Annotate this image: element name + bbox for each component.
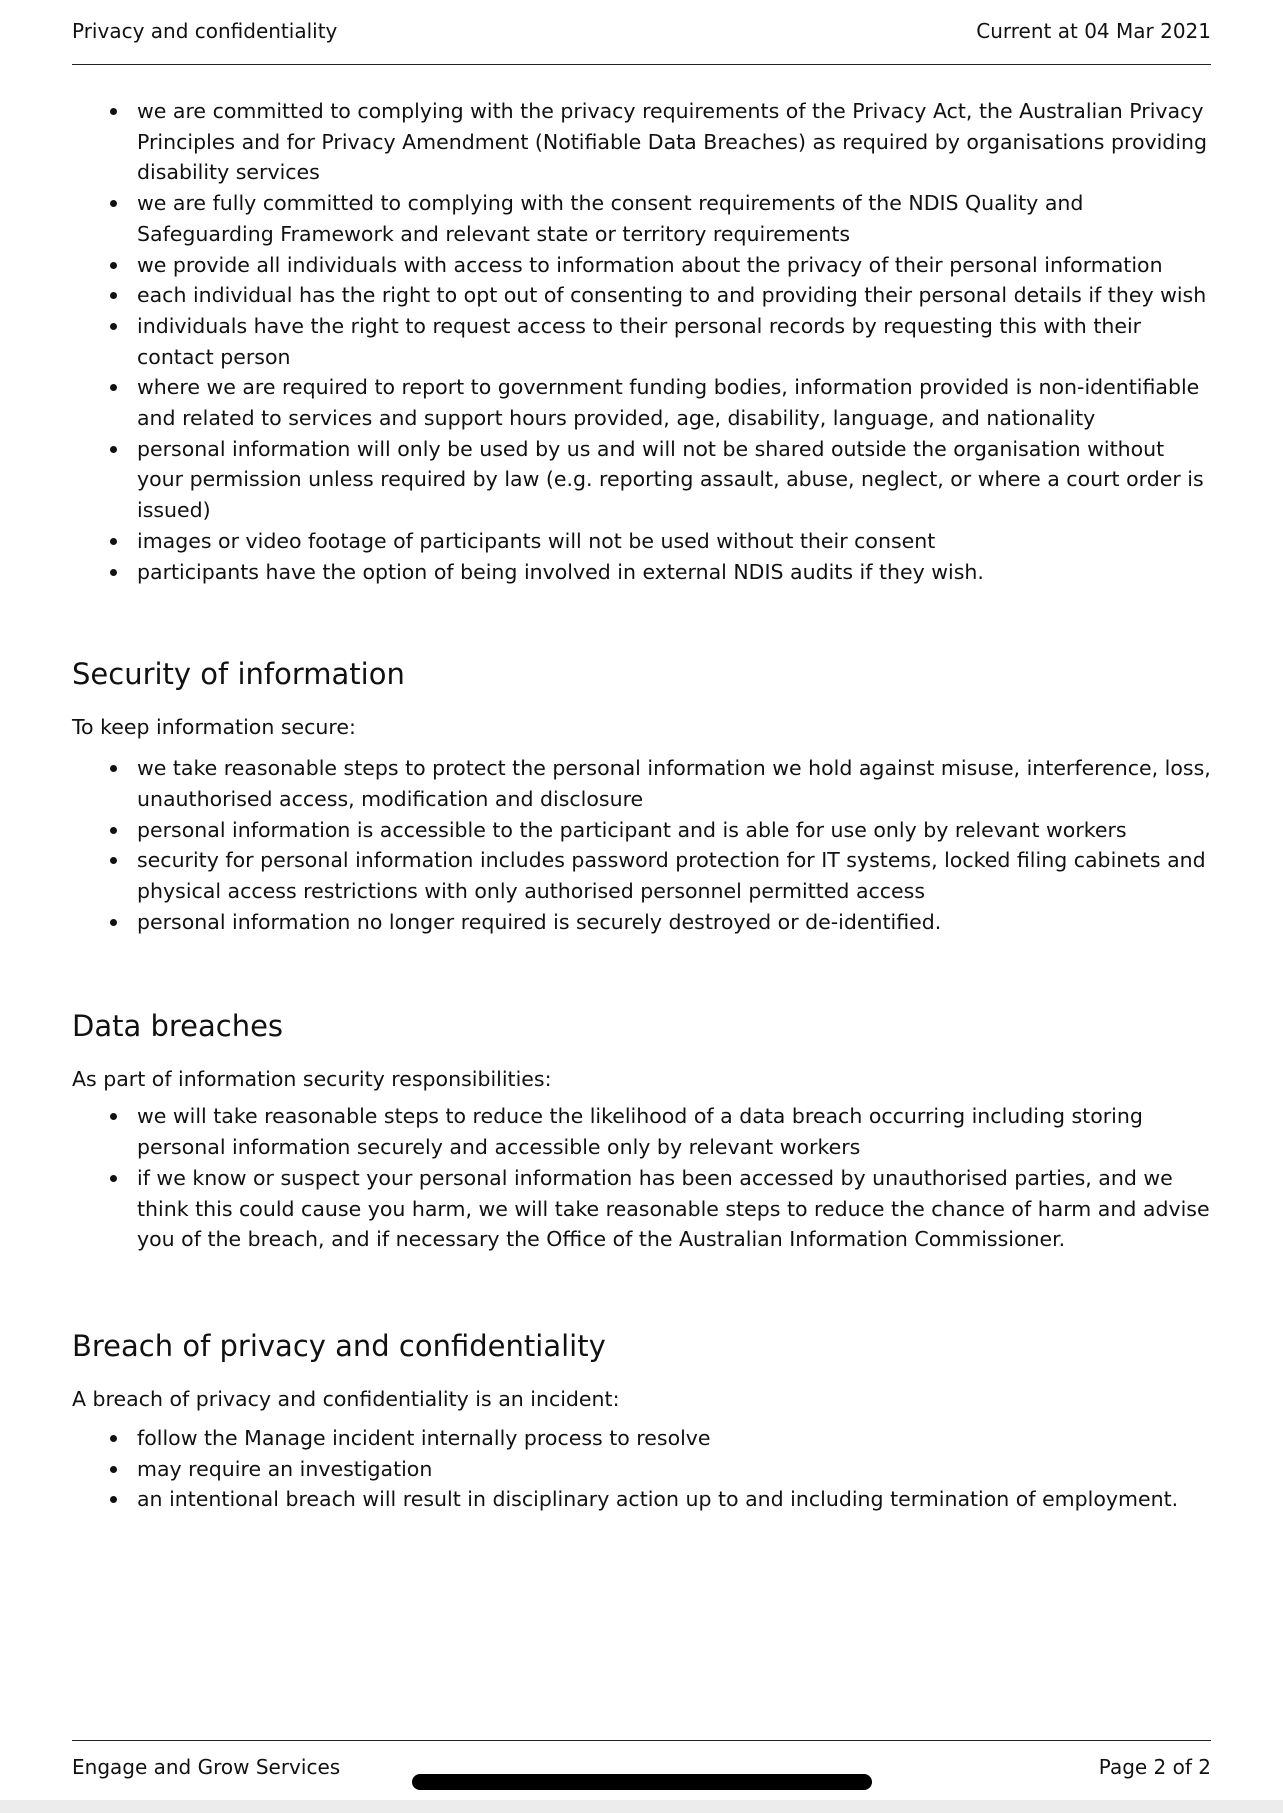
breach-privacy-list	[72, 1423, 1212, 1515]
header-date: Current at 04 Mar 2021	[976, 19, 1211, 43]
document-body	[72, 96, 1212, 1515]
list-item: participants have the option of being involved in external NDIS audits if they wish.	[137, 557, 1212, 588]
section-heading: Data breaches	[72, 1009, 284, 1044]
list-item: each individual has the right to opt out of consenting to and providing their personal details if they wish	[137, 280, 1212, 311]
section-heading: Breach of privacy and confidentiality	[72, 1328, 606, 1363]
home-indicator[interactable]	[412, 1774, 872, 1790]
list-item: may require an investigation	[137, 1454, 1212, 1485]
section-intro: As part of information security responsibilities:	[72, 1067, 552, 1092]
list-item: images or video footage of participants will not be used without their consent	[137, 526, 1212, 557]
list-item: personal information no longer required is securely destroyed or de-identified.	[137, 907, 1212, 938]
breach-of-privacy-section	[72, 1327, 1212, 1515]
section-intro: A breach of privacy and confidentiality is an incident:	[72, 1386, 620, 1411]
header-title: Privacy and confidentiality	[72, 19, 338, 43]
list-item: security for personal information includes password protection for IT systems, locked filing cabinets and physical access restrictions with only authorised personnel permitted access	[137, 845, 1212, 906]
list-item: we are committed to complying with the privacy requirements of the Privacy Act, the Australian Privacy Principles and for Privacy Amendment (Notifiable Data Breaches) as required by organisations providing disability services	[137, 96, 1212, 188]
list-item: we are fully committed to complying with the consent requirements of the NDIS Quality and Safeguarding Framework and relevant state or territory requirements	[137, 188, 1212, 249]
page-number: Page 2 of 2	[1098, 1755, 1211, 1779]
data-breaches-section	[72, 1007, 1212, 1255]
page-header	[72, 16, 1211, 65]
footer-org: Engage and Grow Services	[72, 1755, 341, 1779]
list-item: an intentional breach will result in disciplinary action up to and including termination of employment.	[137, 1484, 1212, 1515]
list-item: we take reasonable steps to protect the personal information we hold against misuse, interference, loss, unauthorised access, modification and disclosure	[137, 753, 1212, 814]
list-item: where we are required to report to government funding bodies, information provided is non-identifiable and related to services and support hours provided, age, disability, language, and nationality	[137, 372, 1212, 433]
list-item: individuals have the right to request access to their personal records by requesting this with their contact person	[137, 311, 1212, 372]
security-section	[72, 655, 1212, 937]
list-item: we provide all individuals with access to information about the privacy of their personal information	[137, 250, 1212, 281]
list-item: if we know or suspect your personal information has been accessed by unauthorised parties, and we think this could cause you harm, we will take reasonable steps to reduce the chance of harm and advise you of the breach, and if necessary the Office of the Australian Information Commissioner.	[137, 1163, 1212, 1255]
breaches-list	[72, 1101, 1212, 1255]
list-item: personal information will only be used by us and will not be shared outside the organisation without your permission unless required by law (e.g. reporting assault, abuse, neglect, or where a court order is issued)	[137, 434, 1212, 526]
security-list	[72, 753, 1212, 937]
section-heading: Security of information	[72, 657, 405, 692]
list-item: follow the Manage incident internally process to resolve	[137, 1423, 1212, 1454]
section-intro: To keep information secure:	[72, 715, 356, 740]
privacy-commitments-list	[72, 96, 1212, 587]
list-item: we will take reasonable steps to reduce the likelihood of a data breach occurring including storing personal information securely and accessible only by relevant workers	[137, 1101, 1212, 1162]
bottom-edge	[0, 1800, 1283, 1813]
list-item: personal information is accessible to the participant and is able for use only by relevant workers	[137, 815, 1212, 846]
